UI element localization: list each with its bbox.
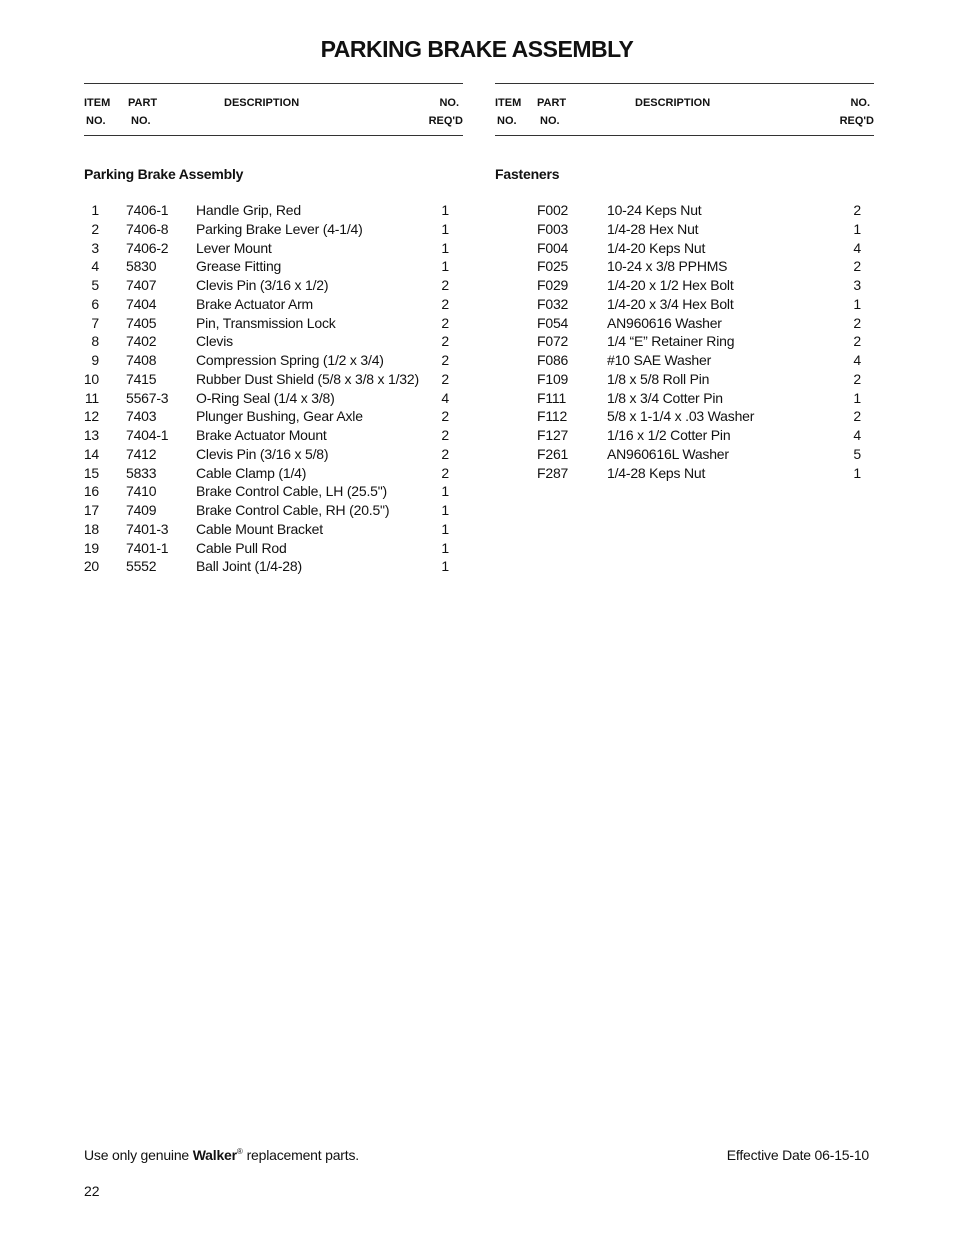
table-row [84,557,463,576]
effective-date: Effective Date 06-15-10 [726,1147,869,1163]
part-number: F086 [537,352,569,368]
part-number: 7406-8 [126,220,169,237]
item-number: 18 [83,520,99,537]
part-number: 7406-1 [126,202,169,218]
header-item-no: NO. [86,115,106,127]
part-description: 5/8 x 1-1/4 x .03 Washer [607,408,755,425]
table-row [84,276,463,295]
item-number: 12 [83,408,99,425]
part-number: F127 [537,427,569,443]
part-description: Brake Control Cable, RH (20.5") [196,502,390,518]
item-number: 5 [91,277,99,293]
part-description: Brake Control Cable, LH (25.5") [196,483,387,500]
table-row [495,314,874,333]
part-description: Plunger Bushing, Gear Axle [196,408,363,425]
part-description: Grease Fitting [196,258,282,275]
item-number: 3 [91,239,99,256]
part-number: 7405 [126,314,157,331]
table-row [84,482,463,501]
table-row [495,332,874,351]
part-description: #10 SAE Washer [607,352,712,368]
item-number: 2 [91,220,99,237]
header-description: DESCRIPTION [635,97,711,109]
table-row [495,445,874,464]
table-row [84,314,463,333]
quantity-required: 2 [441,464,449,481]
table-row [84,520,463,539]
part-description: Brake Actuator Arm [196,295,314,312]
quantity-required: 4 [441,389,449,406]
part-number: 5552 [126,558,157,575]
quantity-required: 1 [441,220,449,237]
table-row [495,239,874,258]
item-number: 8 [91,333,99,350]
item-number: 10 [83,370,99,387]
header-reqd: REQ'D [839,115,874,127]
parts-column-left [84,83,463,576]
table-row [84,351,463,370]
header-part: PART [128,97,158,109]
part-description: Cable Clamp (1/4) [196,464,307,481]
part-description: Ball Joint (1/4-28) [196,558,302,575]
header-item: ITEM [495,97,522,109]
part-description: AN960616L Washer [607,445,729,462]
part-description: Rubber Dust Shield (5/8 x 3/8 x 1/32) [196,370,419,387]
table-row [84,539,463,558]
part-description: Lever Mount [196,239,272,256]
part-number: F032 [537,295,569,312]
table-row [495,257,874,276]
part-number: 7410 [126,483,157,500]
quantity-required: 2 [441,370,449,387]
part-number: F004 [537,239,569,256]
table-row [84,295,463,314]
table-row [495,220,874,239]
column-header [84,84,463,135]
quantity-required: 2 [441,333,449,350]
part-description: Clevis [196,333,233,350]
table-row [84,445,463,464]
part-description: Cable Mount Bracket [196,520,323,537]
quantity-required: 1 [853,295,861,312]
part-number: 5567-3 [126,389,169,406]
table-row [495,407,874,426]
footer-note [84,1147,359,1163]
part-number: F054 [537,314,569,331]
table-row [495,351,874,370]
quantity-required: 2 [853,258,861,275]
part-description: 1/4-28 Hex Nut [607,220,699,237]
part-description: 1/4-20 x 3/4 Hex Bolt [607,295,734,312]
part-description: Clevis Pin (3/16 x 5/8) [196,445,329,462]
quantity-required: 2 [441,277,449,293]
quantity-required: 2 [853,202,861,218]
item-number: 4 [91,258,99,275]
quantity-required: 4 [853,239,861,256]
header-part: PART [537,97,567,109]
item-number: 19 [83,539,99,556]
header-item: ITEM [84,97,111,109]
header-item-no: NO. [497,115,517,127]
quantity-required: 1 [441,539,449,556]
quantity-required: 1 [853,220,861,237]
part-description: 1/16 x 1/2 Cotter Pin [607,427,731,443]
quantity-required: 1 [853,464,861,481]
part-number: 7401-3 [126,520,169,537]
table-row [84,407,463,426]
quantity-required: 1 [441,558,449,575]
table-row [495,370,874,389]
table-row [84,220,463,239]
part-number: F112 [537,408,568,425]
part-number: 7415 [126,370,157,387]
part-description: Compression Spring (1/2 x 3/4) [196,352,384,368]
part-number: F109 [537,370,569,387]
item-number: 15 [83,464,99,481]
part-number: F025 [537,258,569,275]
table-row [495,201,874,220]
quantity-required: 1 [441,258,449,275]
part-number: 7407 [126,277,157,293]
part-number: F261 [537,445,569,462]
table-row [84,332,463,351]
header-bottom-rule [495,135,874,136]
item-number: 1 [91,202,99,218]
quantity-required: 1 [441,520,449,537]
part-description: 10-24 Keps Nut [607,202,702,218]
table-row [84,257,463,276]
table-row [84,464,463,483]
part-description: Parking Brake Lever (4-1/4) [196,220,363,237]
part-description: 1/4-20 Keps Nut [607,239,706,256]
part-description: O-Ring Seal (1/4 x 3/8) [196,389,335,406]
part-description: 1/8 x 3/4 Cotter Pin [607,389,723,406]
item-number: 6 [91,295,99,312]
item-number: 16 [83,483,99,500]
part-number: 5833 [126,464,157,481]
part-number: 7401-1 [126,539,169,556]
part-number: 7412 [126,445,157,462]
part-number: 7408 [126,352,157,368]
quantity-required: 2 [853,370,861,387]
quantity-required: 2 [853,333,861,350]
quantity-required: 2 [441,352,449,368]
column-header [495,84,874,135]
quantity-required: 4 [853,352,861,368]
parts-column-right [495,83,874,482]
part-number: 7406-2 [126,239,169,256]
part-description: Pin, Transmission Lock [196,314,336,331]
header-part-no: NO. [131,115,151,127]
page-title: PARKING BRAKE ASSEMBLY [320,36,634,62]
quantity-required: 2 [441,295,449,312]
page-number: 22 [84,1183,100,1199]
table-row [495,276,874,295]
part-number: 7402 [126,333,157,350]
part-description: Handle Grip, Red [196,202,301,218]
quantity-required: 2 [441,314,449,331]
part-description: Brake Actuator Mount [196,427,327,443]
section-heading: Fasteners [495,166,560,182]
part-description: Cable Pull Rod [196,539,287,556]
part-number: 7404 [126,295,157,312]
table-row [84,389,463,408]
part-number: 7409 [126,502,157,518]
part-description: 1/4-28 Keps Nut [607,464,706,481]
item-number: 20 [83,558,99,575]
quantity-required: 2 [441,445,449,462]
item-number: 13 [83,427,99,443]
quantity-required: 2 [441,427,449,443]
part-number: F003 [537,220,569,237]
part-description: 1/4-20 x 1/2 Hex Bolt [607,277,734,293]
part-number: 5830 [126,258,157,275]
quantity-required: 2 [853,408,861,425]
part-description: 1/8 x 5/8 Roll Pin [607,370,710,387]
part-number: 7403 [126,408,157,425]
table-row [84,426,463,445]
parts-list [84,201,463,576]
table-row [495,426,874,445]
part-number: F029 [537,277,569,293]
table-row [84,501,463,520]
part-description: 10-24 x 3/8 PPHMS [607,258,728,275]
quantity-required: 1 [853,389,861,406]
header-bottom-rule [84,135,463,136]
part-description: Clevis Pin (3/16 x 1/2) [196,277,329,293]
quantity-required: 1 [441,502,449,518]
item-number: 9 [91,352,99,368]
parts-list [495,201,874,482]
quantity-required: 2 [853,314,861,331]
quantity-required: 1 [441,202,449,218]
header-description: DESCRIPTION [224,97,300,109]
header-reqd: REQ'D [428,115,463,127]
part-number: F002 [537,202,569,218]
section-heading: Parking Brake Assembly [84,166,244,182]
item-number: 7 [91,314,99,331]
part-description: 1/4 “E” Retainer Ring [607,333,735,350]
table-row [495,295,874,314]
header-part-no: NO. [540,115,560,127]
item-number: 17 [83,502,99,518]
registered-mark: ® [236,1147,243,1156]
quantity-required: 2 [441,408,449,425]
part-number: F072 [537,333,569,350]
footer-pre: Use only genuine [84,1147,193,1163]
quantity-required: 3 [853,277,861,293]
item-number: 14 [83,445,99,462]
quantity-required: 1 [441,483,449,500]
footer-post: replacement parts. [246,1147,359,1163]
footer-brand: Walker [192,1147,237,1163]
table-row [495,464,874,483]
table-row [84,201,463,220]
part-description: AN960616 Washer [607,314,722,331]
item-number: 11 [84,389,99,406]
quantity-required: 5 [853,445,861,462]
quantity-required: 4 [853,427,861,443]
part-number: F287 [537,464,569,481]
table-row [84,239,463,258]
header-no: NO. [850,97,870,109]
part-number: 7404-1 [126,427,169,443]
table-row [84,370,463,389]
part-number: F111 [537,389,567,406]
table-row [495,389,874,408]
header-no: NO. [439,97,459,109]
quantity-required: 1 [441,239,449,256]
